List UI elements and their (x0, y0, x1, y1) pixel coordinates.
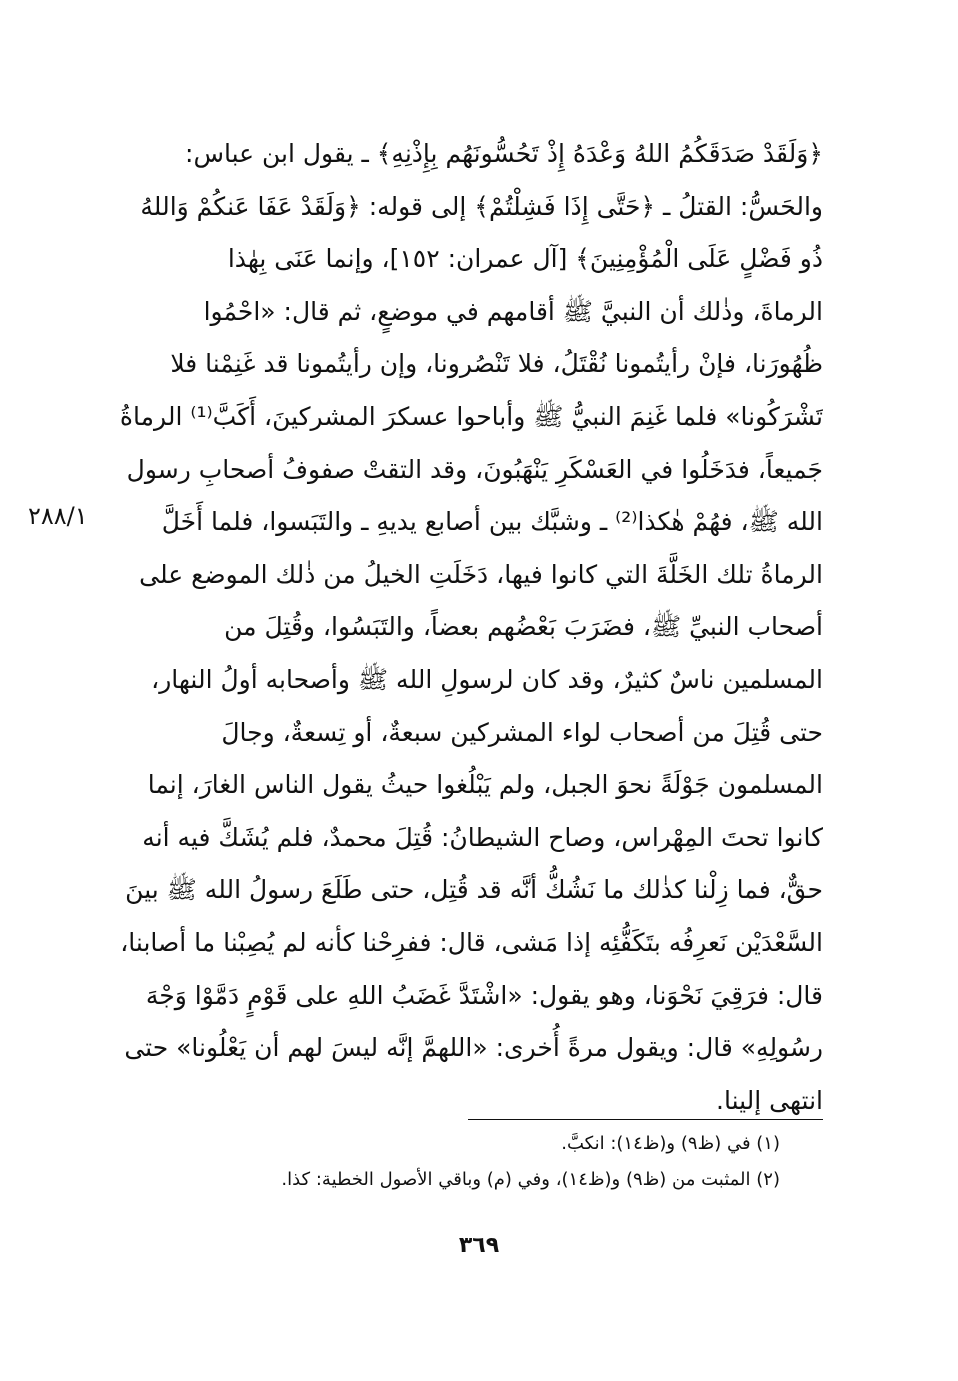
footnote: (٢) المثبت من (ظ٩) و(ظ١٤)، وفي (م) وباقي الأصول الخطية: كذا. (281, 1169, 780, 1190)
text-line: ذُو فَضْلٍ عَلَى الْمُؤْمِنِينَ﴾ [آل عمران: ١٥٢]، وإنما عَنَى بِهٰذا (227, 244, 823, 274)
text-line: الرماةَ، وذٰلك أن النبيَّ ﷺ أقامهم في موضعٍ، ثم قال: «احْمُوا (203, 296, 823, 326)
text-line: حتى قُتِلَ من أصحاب لواء المشركين سبعةٌ، أو تِسعةٌ، وجالَ (221, 717, 823, 747)
text-line: الله ﷺ، فهُمْ هٰكذا⁽²⁾ ـ وشبَّك بين أصابع يديهِ ـ والتَبَسوا، فلما أَخَلَّ (161, 507, 823, 537)
text-line: رسُولِهِ» قال: ويقول مرةً أُخرى: «اللهمَّ إنَّه ليسَ لهم أن يَعْلُونا» حتى (124, 1033, 823, 1063)
main-text (120, 128, 823, 1127)
text-line: تَشْرَكُونا» فلما غَنِمَ النبيُّ ﷺ وأباحوا عسكرَ المشركينَ، أَكَبَّ⁽¹⁾ الرماةُ (120, 401, 823, 431)
footnote-separator (468, 1119, 823, 1120)
text-line: الرماةُ تلك الخَلَّةَ التي كانوا فيها، دَخَلَتِ الخيلُ من ذٰلك الموضع على (139, 559, 823, 589)
text-line: ﴿وَلَقَدْ صَدَقَكُمُ اللهُ وَعْدَهُ إِذْ تَحُسُّونَهُم بِإِذْنِهِ﴾ ـ يقول ابن عباس: (185, 139, 823, 168)
text-line: المسلمون جَوْلَةً نحوَ الجبل، ولم يَبْلُغوا حيثُ يقول الناس الغارَ، إنما (147, 770, 823, 800)
text-line: حقٌّ، فما زِلْنا كذٰلك ما نَشُكُّ أنَّه قد قُتِل، حتى طَلَعَ رسولُ الله ﷺ بينَ (125, 875, 823, 905)
text-line: ظُهُورَنا، فإنْ رأيتُمونا نُقْتَلُ، فلا تَنْصُرونا، وإن رأيتُمونا قد غَنِمْنا فلا (170, 349, 823, 379)
footnote: (١) في (ظ٩) و(ظ١٤): انكبَّ. (561, 1133, 780, 1154)
page-number: ٣٦٩ (458, 1233, 500, 1258)
text-line: السَّعْدَيْن نَعرِفُه بتَكَفُّئِه إذا مَشى، قال: ففرِحْنا كأنه لم يُصِبْنا ما أصابنا، (120, 927, 823, 957)
volume-page-reference: ٢٨٨/١ (28, 502, 88, 530)
text-line: كانوا تحتَ المِهْراس، وصاح الشيطانُ: قُتِلَ محمدٌ، فلم يُشَكَّ فيه أنه (142, 822, 823, 852)
text-line: والحَسُّ: القتلُ ـ ﴿حَتَّى إِذَا فَشِلْتُمْ﴾ إلى قوله: ﴿وَلَقَدْ عَفَا عَنكُمْ وَاللهُ (140, 191, 823, 221)
text-line: المسلمين ناسٌ كثيرٌ، وقد كان لرسولِ الله ﷺ وأصحابه أولُ النهار، (151, 664, 823, 694)
text-line: جَميعاً، فدَخَلُوا في العَسْكَرِ يَنْهَبُونَ، وقد التقتْ صفوفُ أصحابِ رسول (126, 454, 823, 484)
text-line: قال: فرَقِيَ نَحْوَنا، وهو يقول: «اشْتَدَّ غَضَبُ اللهِ على قَوْمٍ دَمَّوْا وَجْهَ (145, 980, 823, 1010)
footnotes (120, 1126, 780, 1198)
text-line: أصحاب النبيِّ ﷺ، فضَرَبَ بَعْضُهم بعضاً، والتَبَسُوا، وقُتِلَ من (224, 612, 823, 642)
text-line: انتهى إلينا. (716, 1085, 823, 1115)
